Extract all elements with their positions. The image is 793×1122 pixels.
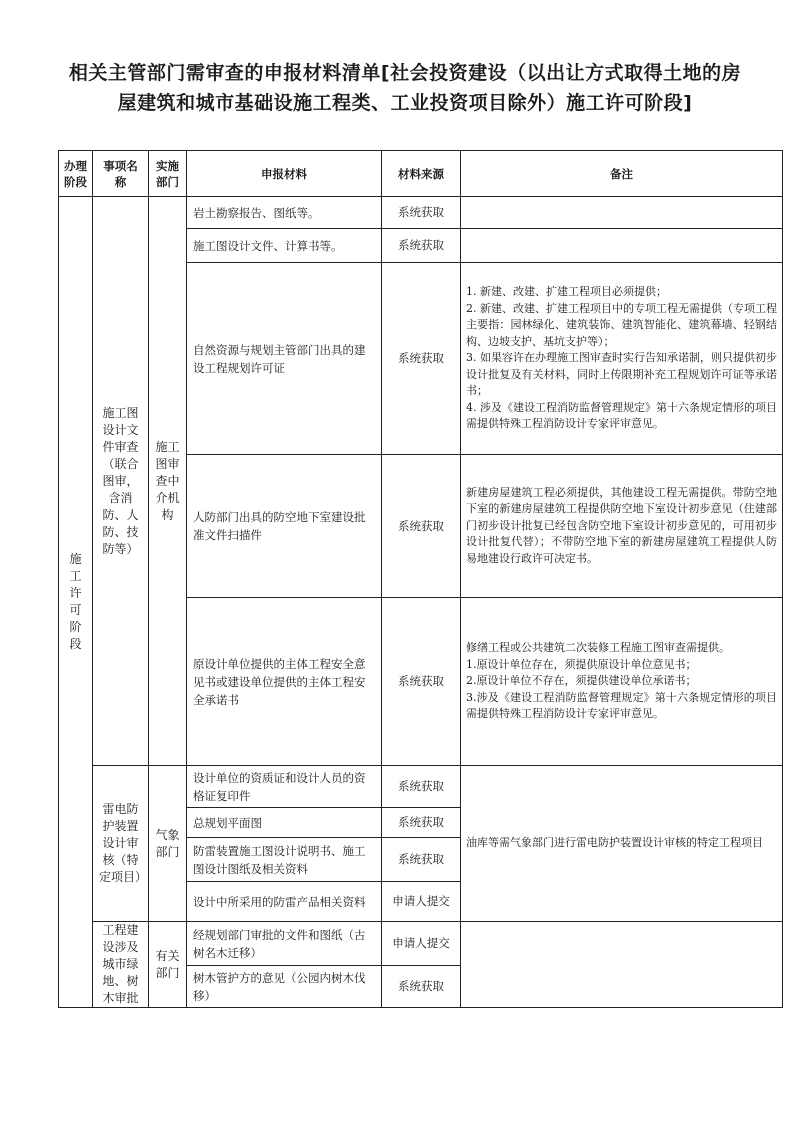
material-cell: 经规划部门审批的文件和图纸（古树名木迁移） bbox=[187, 922, 382, 966]
note-cell bbox=[461, 229, 783, 263]
source-cell: 申请人提交 bbox=[382, 882, 461, 922]
source-cell: 系统获取 bbox=[382, 766, 461, 808]
note-cell bbox=[461, 598, 783, 766]
materials-table bbox=[58, 150, 783, 1008]
material-cell: 总规划平面图 bbox=[187, 808, 382, 838]
header-dept: 实施部门 bbox=[149, 151, 187, 197]
page-title: 相关主管部门需审查的申报材料清单[社会投资建设（以出让方式取得土地的房屋建筑和城市基础设施工程类、工业投资项目除外）施工许可阶段] bbox=[68, 62, 742, 114]
note-cell bbox=[461, 197, 783, 229]
header-material: 申报材料 bbox=[187, 151, 382, 197]
note-line: 2. 新建、改建、扩建工程项目中的专项工程无需提供（专项工程主要指：园林绿化、建筑装饰、建筑智能化、建筑幕墙、轻钢结构、边坡支护、基坑支护等）； bbox=[466, 301, 777, 348]
item-cell: 雷电防护装置设计审核（特定项目） bbox=[93, 766, 149, 922]
note-line: 1. 新建、改建、扩建工程项目必须提供； bbox=[466, 285, 667, 299]
table-header-row bbox=[59, 151, 783, 197]
material-cell: 自然资源与规划主管部门出具的建设工程规划许可证 bbox=[187, 263, 382, 455]
material-cell: 施工图设计文件、计算书等。 bbox=[187, 229, 382, 263]
stage-cell: 施工许可阶段 bbox=[59, 197, 93, 1008]
source-cell: 系统获取 bbox=[382, 263, 461, 455]
item-cell: 工程建设涉及城市绿地、树木审批 bbox=[93, 922, 149, 1008]
table-row bbox=[59, 922, 783, 966]
item-cell: 施工图设计文件审查（联合图审，含消防、人防、技防等） bbox=[93, 197, 149, 766]
note-line: 3.涉及《建设工程消防监督管理规定》第十六条规定情形的项目需提供特殊工程消防设计专家评审意见。 bbox=[466, 690, 777, 721]
note-line: 4. 涉及《建设工程消防监督管理规定》第十六条规定情形的项目需提供特殊工程消防设计专家评审意见。 bbox=[466, 400, 777, 431]
note-cell bbox=[461, 922, 783, 1008]
source-cell: 系统获取 bbox=[382, 197, 461, 229]
note-cell: 油库等需气象部门进行雷电防护装置设计审核的特定工程项目 bbox=[461, 766, 783, 922]
material-cell: 树木管护方的意见（公园内树木伐移） bbox=[187, 966, 382, 1008]
material-cell: 设计中所采用的防雷产品相关资料 bbox=[187, 882, 382, 922]
note-line: 修缮工程或公共建筑二次装修工程施工图审查需提供。 bbox=[466, 641, 730, 655]
dept-cell: 有关部门 bbox=[149, 922, 187, 1008]
header-stage: 办理阶段 bbox=[59, 151, 93, 197]
header-item: 事项名称 bbox=[93, 151, 149, 197]
source-cell: 系统获取 bbox=[382, 229, 461, 263]
source-cell: 系统获取 bbox=[382, 455, 461, 598]
note-line: 2.原设计单位不存在，须提供建设单位承诺书； bbox=[466, 674, 697, 688]
dept-cell: 气象部门 bbox=[149, 766, 187, 922]
material-cell: 设计单位的资质证和设计人员的资格证复印件 bbox=[187, 766, 382, 808]
source-cell: 系统获取 bbox=[382, 808, 461, 838]
dept-cell: 施工图审查中介机构 bbox=[149, 197, 187, 766]
note-line: 1.原设计单位存在，须提供原设计单位意见书； bbox=[466, 657, 697, 671]
note-cell bbox=[461, 455, 783, 598]
source-cell: 系统获取 bbox=[382, 966, 461, 1008]
source-cell: 系统获取 bbox=[382, 838, 461, 882]
source-cell: 系统获取 bbox=[382, 598, 461, 766]
material-cell: 防雷装置施工图设计说明书、施工图设计图纸及相关资料 bbox=[187, 838, 382, 882]
source-cell: 申请人提交 bbox=[382, 922, 461, 966]
note-cell bbox=[461, 263, 783, 455]
header-note: 备注 bbox=[461, 151, 783, 197]
material-cell: 人防部门出具的防空地下室建设批准文件扫描件 bbox=[187, 455, 382, 598]
note-line: 3. 如果容许在办理施工图审查时实行告知承诺制，则只提供初步设计批复及有关材料，同时上传限期补充工程规划许可证等承诺书； bbox=[466, 351, 777, 398]
note-line: 新建房屋建筑工程必须提供，其他建设工程无需提供。带防空地下室的新建房屋建筑工程提供防空地下室设计初步意见（住建部门初步设计批复已经包含防空地下室设计初步意见的，可用初步设计批复代替）；不带防空地下室的新建房屋建筑工程提供人防易地建设行政许可决定书。 bbox=[466, 485, 777, 565]
table-row bbox=[59, 766, 783, 808]
material-cell: 岩土勘察报告、图纸等。 bbox=[187, 197, 382, 229]
table-row bbox=[59, 197, 783, 229]
header-source: 材料来源 bbox=[382, 151, 461, 197]
material-cell: 原设计单位提供的主体工程安全意见书或建设单位提供的主体工程安全承诺书 bbox=[187, 598, 382, 766]
